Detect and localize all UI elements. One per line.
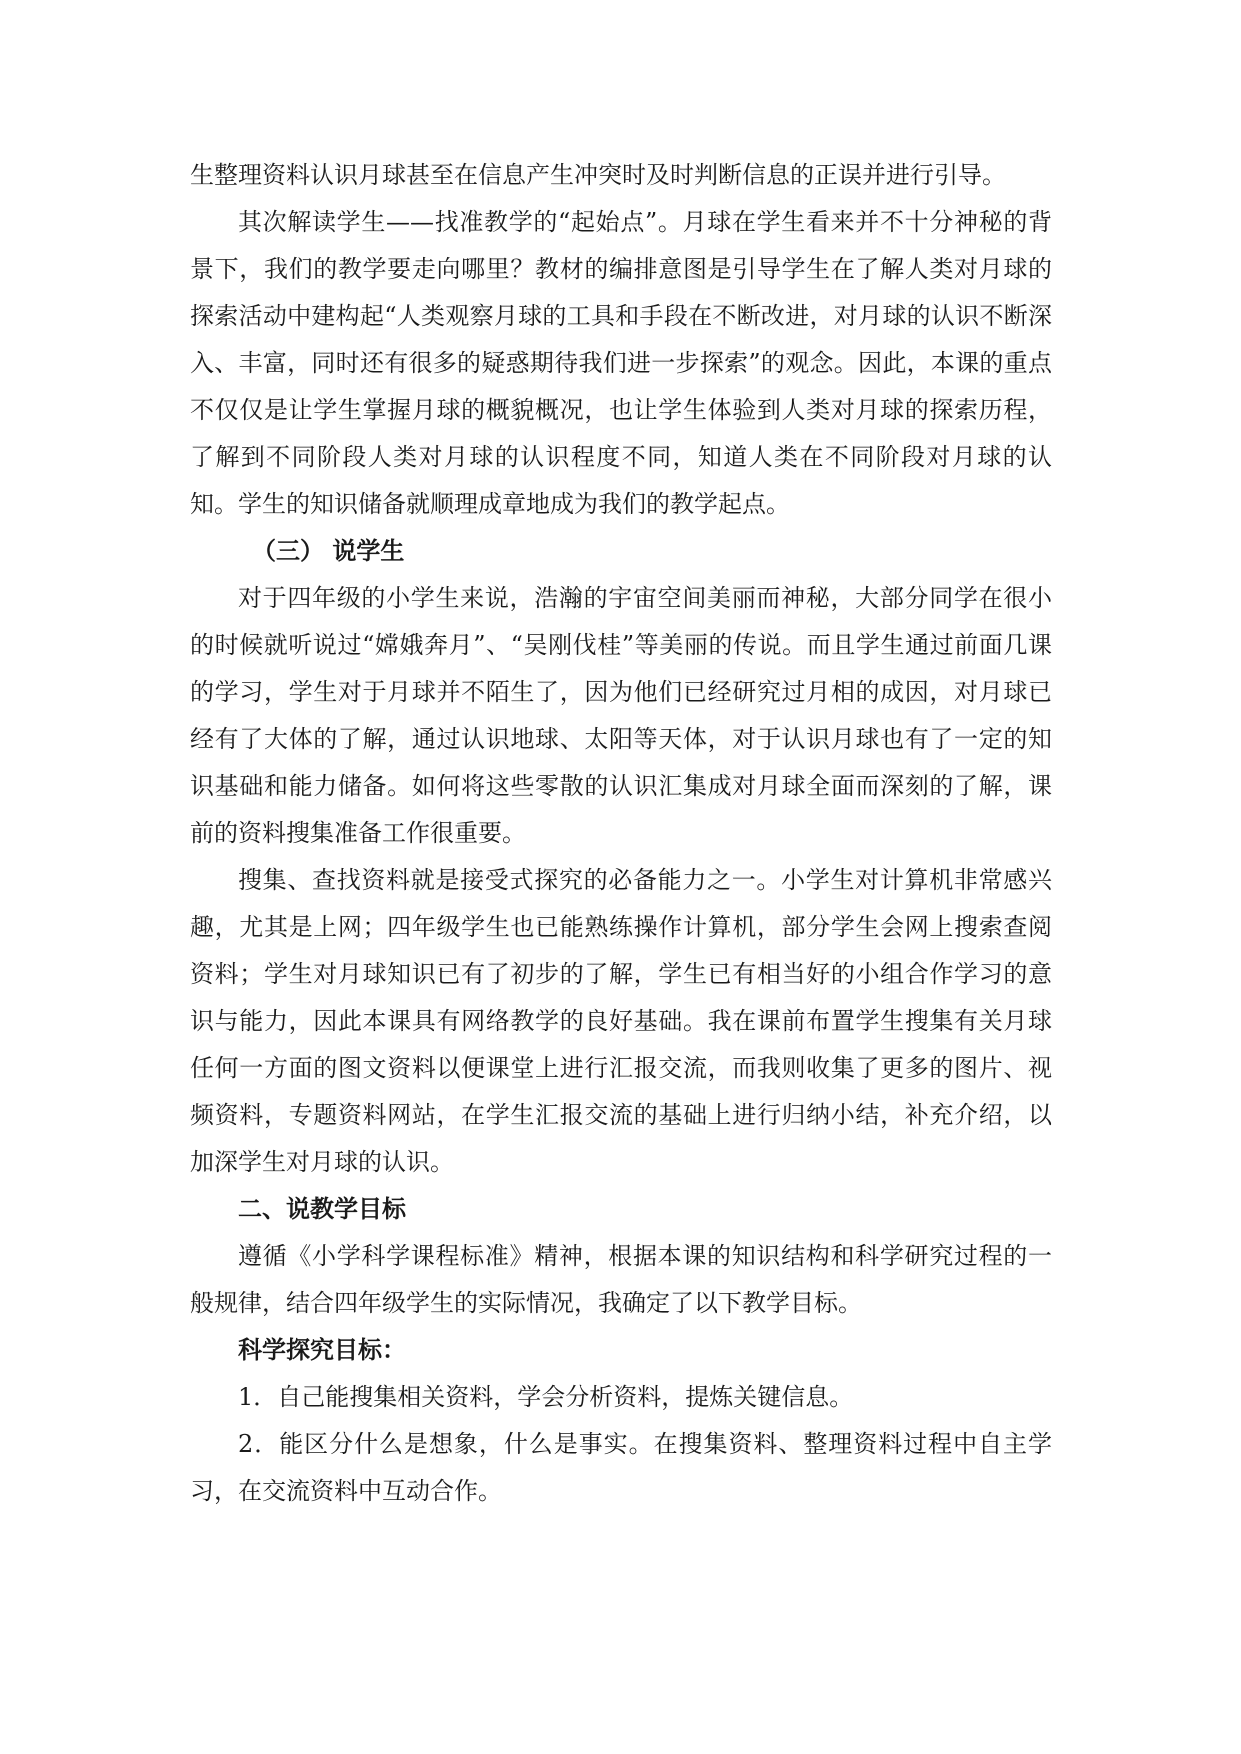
subheading-science-inquiry-goals: 科学探究目标： (238, 1336, 406, 1364)
document-body (190, 152, 1052, 1515)
paragraph-students-abilities: 搜集、查找资料就是接受式探究的必备能力之一。小学生对计算机非常感兴趣，尤其是上网；四年级学生也已能熟练操作计算机，部分学生会网上搜索查阅资料；学生对月球知识已有了初步的了解，学生已有相当好的小组合作学习的意识与能力，因此本课具有网络教学的良好基础。我在课前布置学生搜集有关月球任何一方面的图文资料以便课堂上进行汇报交流，而我则收集了更多的图片、视频资料，专题资料网站，在学生汇报交流的基础上进行归纳小结，补充介绍，以加深学生对月球的认识。 (190, 866, 1052, 1176)
paragraph-continuation: 生整理资料认识月球甚至在信息产生冲突时及时判断信息的正误并进行引导。 (190, 161, 1006, 189)
paragraph-students-background: 对于四年级的小学生来说，浩瀚的宇宙空间美丽而神秘，大部分同学在很小的时候就听说过“嫦娥奔月”、“吴刚伐桂”等美丽的传说。而且学生通过前面几课的学习，学生对于月球并不陌生了，因为他们已经研究过月相的成因，对月球已经有了大体的了解，通过认识地球、太阳等天体，对于认识月球也有了一定的知识基础和能力储备。如何将这些零散的认识汇集成对月球全面而深刻的了解，课前的资料搜集准备工作很重要。 (190, 584, 1052, 847)
paragraph-teaching-start-point: 其次解读学生——找准教学的“起始点”。月球在学生看来并不十分神秘的背景下，我们的教学要走向哪里？教材的编排意图是引导学生在了解人类对月球的探索活动中建构起“人类观察月球的工具和手段在不断改进，对月球的认识不断深入、丰富，同时还有很多的疑惑期待我们进一步探索”的观念。因此，本课的重点不仅仅是让学生掌握月球的概貌概况，也让学生体验到人类对月球的探索历程，了解到不同阶段人类对月球的认识程度不同，知道人类在不同阶段对月球的认知。学生的知识储备就顺理成章地成为我们的教学起点。 (190, 208, 1052, 518)
list-item-goal-2: 2．能区分什么是想象，什么是事实。在搜集资料、整理资料过程中自主学习，在交流资料中互动合作。 (190, 1430, 1052, 1505)
list-item-goal-1: 1．自己能搜集相关资料，学会分析资料，提炼关键信息。 (238, 1383, 854, 1411)
paragraph-goals-intro: 遵循《小学科学课程标准》精神，根据本课的知识结构和科学研究过程的一般规律，结合四年级学生的实际情况，我确定了以下教学目标。 (190, 1242, 1052, 1317)
section-heading-students: （三） 说学生 (252, 537, 405, 565)
section-heading-teaching-goals: 二、说教学目标 (238, 1195, 406, 1223)
